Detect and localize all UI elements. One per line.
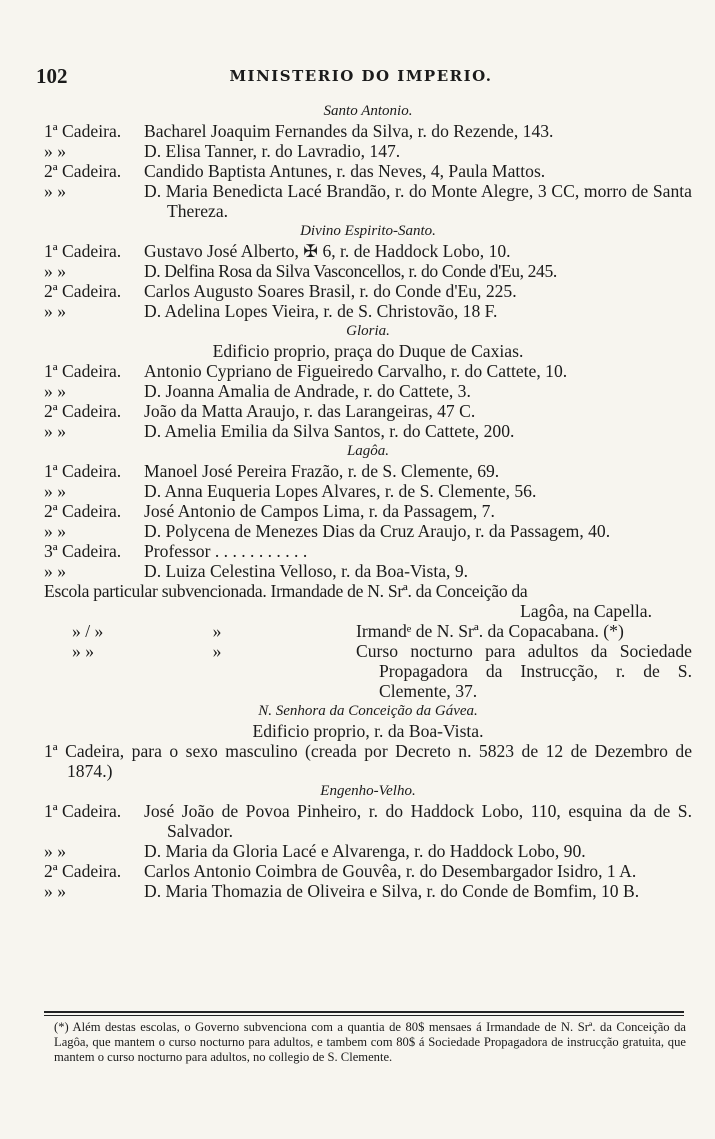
entry-label: 3ª Cadeira.: [44, 541, 122, 561]
entry-row: [44, 301, 692, 321]
entry-label: 2ª Cadeira.: [44, 161, 122, 181]
ditto-mark: »: [212, 641, 222, 661]
running-title: MINISTERIO DO IMPERIO.: [229, 67, 493, 85]
ditto-mark: » / »: [72, 621, 104, 641]
entry-text: D. Maria da Gloria Lacé e Alvarenga, r. do Haddock Lobo, 90.: [144, 841, 586, 861]
entry-text: José Antonio de Campos Lima, r. da Passagem, 7.: [144, 501, 495, 521]
entry-text: Carlos Augusto Soares Brasil, r. do Conde d'Eu, 225.: [144, 281, 517, 301]
entry-text: 1ª Cadeira, para o sexo masculino (creada por Decreto n. 5823 de 12 de Dezembro de 1874.): [44, 741, 692, 781]
entry-text: Candido Baptista Antunes, r. das Neves, 4, Paula Mattos.: [144, 161, 546, 181]
escola-sub-text: Irmandᵉ de N. Srª. da Copacabana. (*): [356, 621, 624, 641]
entry-label: » »: [44, 841, 66, 861]
entry-text: João da Matta Araujo, r. das Larangeiras, 47 C.: [144, 401, 476, 421]
section-title-gloria: Gloria.: [346, 323, 390, 339]
entry-row: [44, 361, 692, 381]
entry-text: D. Amelia Emilia da Silva Santos, r. do Cattete, 200.: [144, 421, 515, 441]
entry-row: [44, 261, 692, 281]
entry-row: [44, 161, 692, 181]
page-header: [36, 64, 686, 90]
escola-line: Escola particular subvencionada. Irmandade de N. Srª. da Conceição da: [44, 581, 528, 601]
entry-row: [44, 121, 692, 141]
entry-label: 2ª Cadeira.: [44, 501, 122, 521]
entry-label: 1ª Cadeira.: [44, 121, 122, 141]
entry-row: [44, 461, 692, 481]
entry-text: D. Anna Euqueria Lopes Alvares, r. de S. Clemente, 56.: [144, 481, 537, 501]
escola-sub-row: [44, 621, 692, 641]
entry-row: [44, 861, 692, 881]
footnote: (*) Além destas escolas, o Governo subvenciona com a quantia de 80$ mensaes á Irmandade de N. Srª. da Conceição da Lagôa, que mantem o curso nocturno para adultos, e tambem com 80$ á Sociedade Propagadora de instrucção gratuita, que mantem o curso nocturno para adultos, no collegio de S. Clemente.: [54, 1020, 686, 1064]
entry-row: [44, 141, 692, 161]
section-title-lagoa: Lagôa.: [346, 443, 390, 459]
escola-sub-row: [44, 641, 692, 701]
page-body: [44, 101, 692, 901]
entry-label: » »: [44, 421, 66, 441]
entry-label: » »: [44, 381, 66, 401]
entry-label: » »: [44, 521, 66, 541]
entry-label: 1ª Cadeira.: [44, 801, 122, 821]
section-title-engenho: Engenho-Velho.: [320, 783, 416, 799]
entry-text: Antonio Cypriano de Figueiredo Carvalho, r. do Cattete, 10.: [144, 361, 568, 381]
entry-row: [44, 281, 692, 301]
entry-row: [44, 541, 692, 561]
section-title-gavea: N. Senhora da Conceição da Gávea.: [258, 703, 478, 719]
entry-row: [44, 401, 692, 421]
entry-label: » »: [44, 261, 66, 281]
building-note: Edificio proprio, r. da Boa-Vista.: [252, 721, 484, 741]
entry-row: [44, 501, 692, 521]
entry-row: [44, 521, 692, 541]
section-title-santo-antonio: Santo Antonio.: [323, 103, 413, 119]
building-note: Edificio proprio, praça do Duque de Caxias.: [212, 341, 524, 361]
page-number: 102: [36, 64, 68, 88]
entry-text: Gustavo José Alberto, ✠ 6, r. de Haddock Lobo, 10.: [144, 241, 511, 261]
entry-label: » »: [44, 561, 66, 581]
entry-row: [44, 241, 692, 261]
entry-label: » »: [44, 301, 66, 321]
entry-row: [44, 421, 692, 441]
footnote-rule: [44, 1011, 684, 1013]
entry-row: [44, 841, 692, 861]
entry-label: » »: [44, 481, 66, 501]
entry-text: Bacharel Joaquim Fernandes da Silva, r. do Rezende, 143.: [144, 121, 554, 141]
entry-text: D. Joanna Amalia de Andrade, r. do Cattete, 3.: [144, 381, 471, 401]
entry-label: 1ª Cadeira.: [44, 241, 122, 261]
entry-text: D. Delfina Rosa da Silva Vasconcellos, r. do Conde d'Eu, 245.: [144, 261, 557, 281]
entry-row: [44, 881, 692, 901]
entry-text: D. Elisa Tanner, r. do Lavradio, 147.: [144, 141, 401, 161]
entry-text: D. Maria Thomazia de Oliveira e Silva, r. do Conde de Bomfim, 10 B.: [144, 881, 640, 901]
section-title-divino: Divino Espirito-Santo.: [300, 223, 436, 239]
ditto-mark: » »: [72, 641, 94, 661]
entry-text: Carlos Antonio Coimbra de Gouvêa, r. do Desembargador Isidro, 1 A.: [144, 861, 637, 881]
entry-text: D. Adelina Lopes Vieira, r. de S. Christovão, 18 F.: [144, 301, 498, 321]
ditto-mark: »: [212, 621, 222, 641]
escola-line-cont: Lagôa, na Capella.: [520, 601, 652, 621]
entry-row: [44, 561, 692, 581]
entry-text: D. Luiza Celestina Velloso, r. da Boa-Vista, 9.: [144, 561, 469, 581]
entry-row: [44, 801, 692, 841]
entry-row: [44, 181, 692, 221]
entry-text: Professor . . . . . . . . . . .: [144, 541, 308, 561]
entry-label: 2ª Cadeira.: [44, 281, 122, 301]
entry-text: D. Maria Benedicta Lacé Brandão, r. do Monte Alegre, 3 CC, morro de Santa Thereza.: [144, 181, 692, 221]
entry-label: 2ª Cadeira.: [44, 401, 122, 421]
entry-label: 1ª Cadeira.: [44, 461, 122, 481]
escola-sub-text: Curso nocturno para adultos da Sociedade Propagadora da Instrucção, r. de S. Clemente, 37.: [356, 641, 692, 701]
entry-label: 2ª Cadeira.: [44, 861, 122, 881]
entry-row: [44, 381, 692, 401]
footnote-rule-thin: [44, 1015, 684, 1016]
entry-text: José João de Povoa Pinheiro, r. do Haddock Lobo, 110, esquina da de S. Salvador.: [144, 801, 692, 841]
entry-label: » »: [44, 181, 66, 201]
entry-text: Manoel José Pereira Frazão, r. de S. Clemente, 69.: [144, 461, 500, 481]
entry-text: D. Polycena de Menezes Dias da Cruz Araujo, r. da Passagem, 40.: [144, 521, 611, 541]
entry-row: [44, 481, 692, 501]
entry-label: » »: [44, 141, 66, 161]
entry-label: 1ª Cadeira.: [44, 361, 122, 381]
entry-label: » »: [44, 881, 66, 901]
